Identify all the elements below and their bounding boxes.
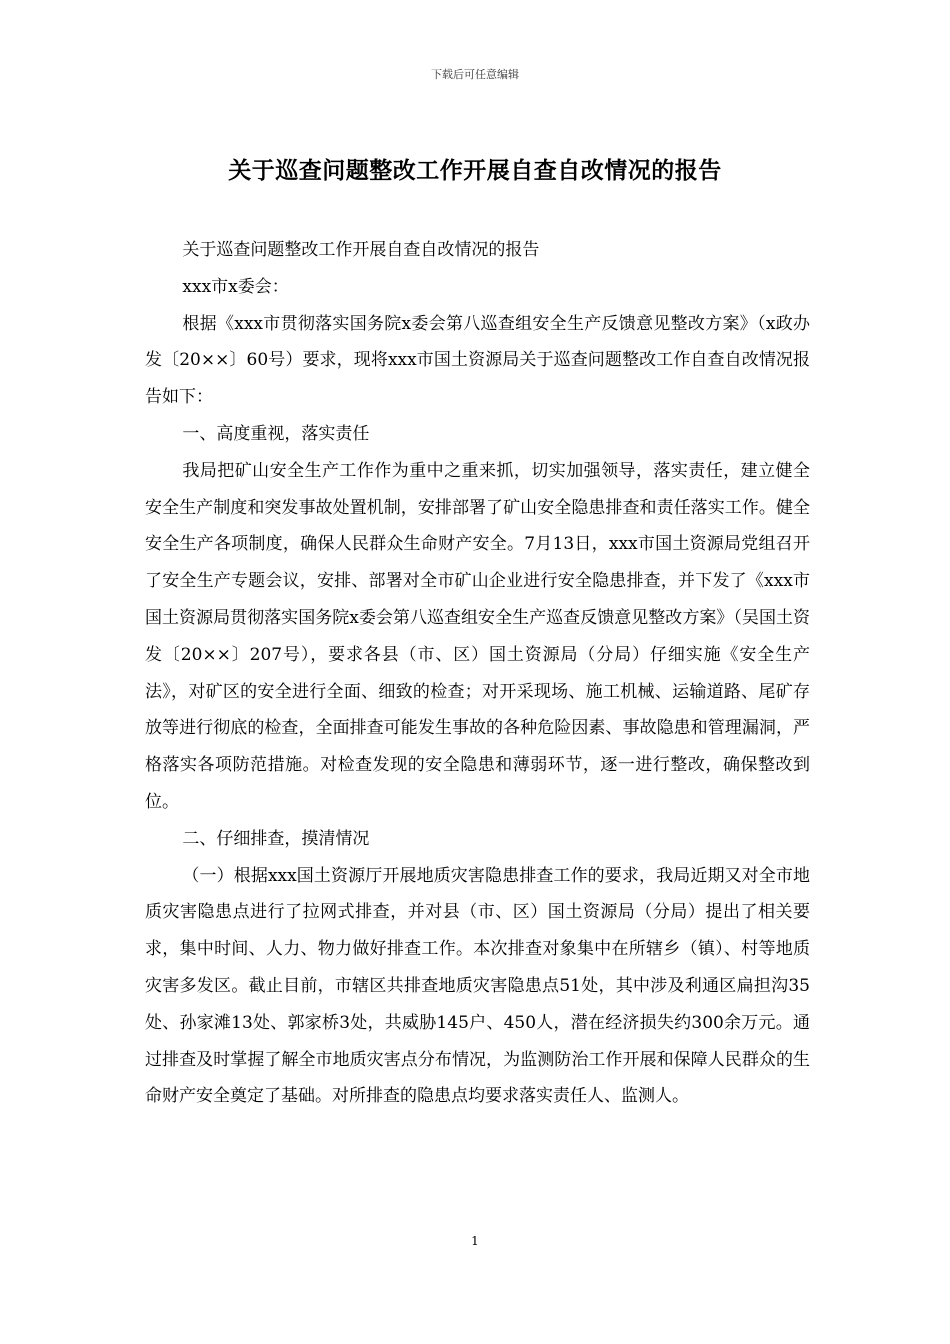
paragraph-salutation: xxx市x委会：	[182, 276, 289, 297]
document-title: 关于巡查问题整改工作开展自查自改情况的报告	[228, 158, 722, 184]
header-note: 下载后可任意编辑	[431, 68, 519, 81]
section-heading-1: 一、高度重视，落实责任	[182, 423, 370, 444]
paragraph-section-2-1: （一）根据xxx国土资源厅开展地质灾害隐患排查工作的要求，我局近期又对全市地质灾害隐患点进行了拉网式排查，并对县（市、区）国土资源局（分局）提出了相关要求，集中时间、人力、物力做好排查工作。本次排查对象集中在所辖乡（镇）、村等地质灾害多发区。截止目前，市辖区共排查地质灾害隐患点51处，其中涉及利通区扁担沟35处、孙家滩13处、郭家桥3处，共威胁145户、450人，潜在经济损失约300余万元。通过排查及时掌握了解全市地质灾害点分布情况，为监测防治工作开展和保障人民群众的生命财产安全奠定了基础。对所排查的隐患点均要求落实责任人、监测人。	[145, 865, 810, 1107]
document-body	[145, 232, 810, 1115]
paragraph-subtitle: 关于巡查问题整改工作开展自查自改情况的报告	[182, 240, 540, 260]
section-heading-2: 二、仔细排查，摸清情况	[182, 828, 370, 849]
paragraph-section-1: 我局把矿山安全生产工作作为重中之重来抓，切实加强领导，落实责任，建立健全安全生产制度和突发事故处置机制，安排部署了矿山安全隐患排查和责任落实工作。健全安全生产各项制度，确保人民群众生命财产安全。7月13日，xxx市国土资源局党组召开了安全生产专题会议，安排、部署对全市矿山企业进行安全隐患排查，并下发了《xxx市国土资源局贯彻落实国务院x委会第八巡查组安全生产巡查反馈意见整改方案》（吴国土资发〔20××〕207号），要求各县（市、区）国土资源局（分局）仔细实施《安全生产法》，对矿区的安全进行全面、细致的检查；对开采现场、施工机械、运输道路、尾矿存放等进行彻底的检查，全面排查可能发生事故的各种危险因素、事故隐患和管理漏洞，严格落实各项防范措施。对检查发现的安全隐患和薄弱环节，逐一进行整改，确保整改到位。	[145, 460, 810, 812]
paragraph-intro: 根据《xxx市贯彻落实国务院x委会第八巡查组安全生产反馈意见整改方案》（x政办发〔20××〕60号）要求，现将xxx市国土资源局关于巡查问题整改工作自查自改情况报告如下：	[145, 313, 810, 408]
page-number: 1	[471, 1234, 479, 1248]
